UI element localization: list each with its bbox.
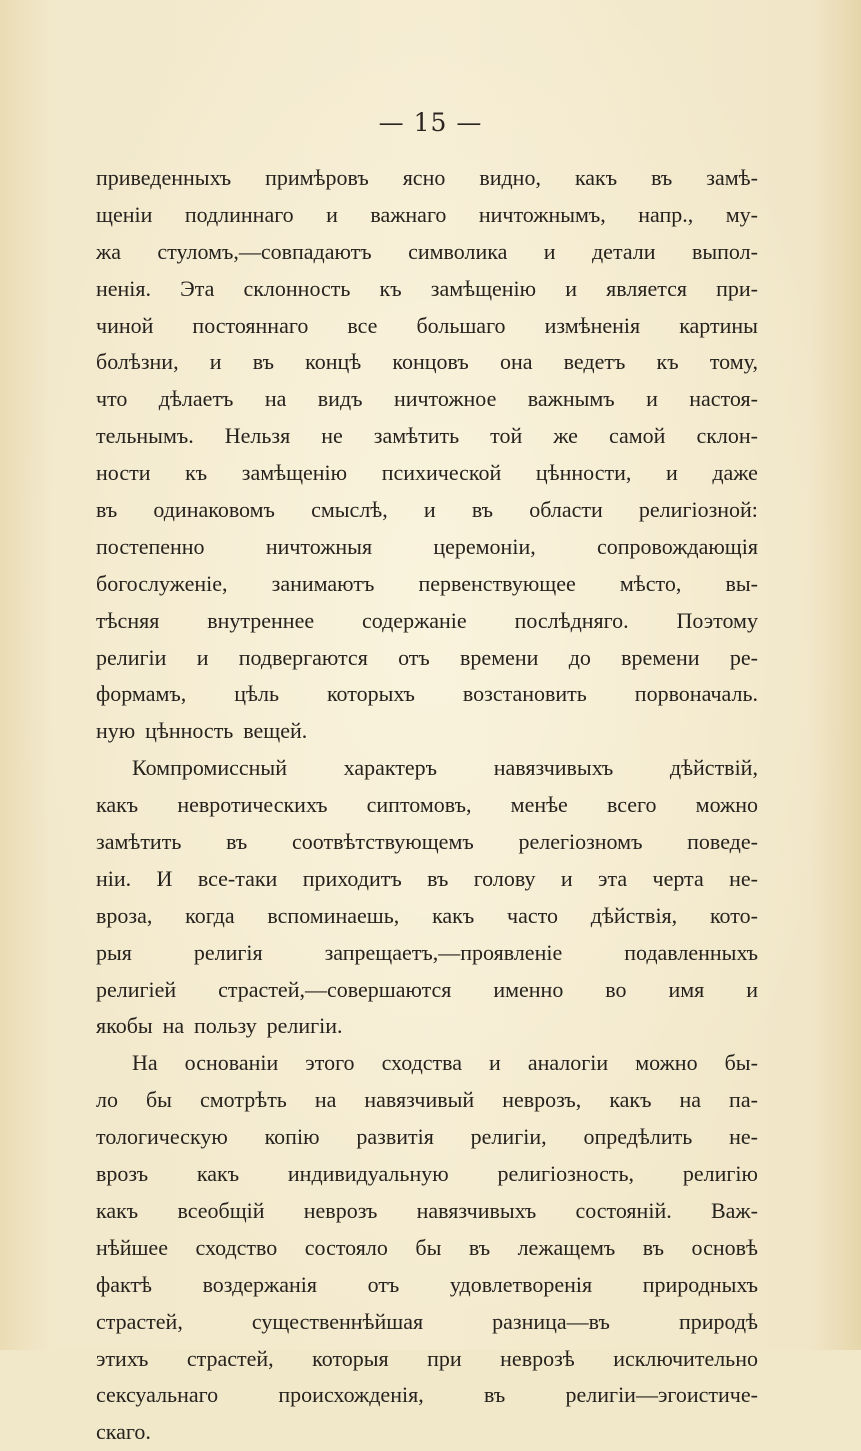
word: голову [473,865,536,891]
body-text [96,160,758,1451]
word: къ [656,349,679,375]
text-line [96,713,758,750]
text-line [96,381,758,418]
word: которыхъ [326,681,415,707]
word: склон- [696,423,758,449]
word: ности [96,460,151,486]
word: ничтожнымъ, [478,201,606,227]
word: воздержанiя [202,1271,318,1297]
word: которыя [312,1345,389,1371]
word: фактѣ [96,1271,152,1297]
word: и [665,460,678,486]
text-line [96,160,758,197]
word: навязчивыхъ [493,755,614,781]
word: въ [484,1382,506,1408]
word: удовлетворенiя [449,1271,593,1297]
text-line [96,898,758,935]
word: навязчивыхъ [416,1197,537,1223]
text-line [96,824,758,861]
word: на [679,1087,702,1113]
word: напр., [638,201,694,227]
word: подлиннаго [184,201,294,227]
text-line [96,344,758,381]
word: И [156,865,173,891]
text-line [96,1045,758,1082]
text-line [96,529,758,566]
word: въ [96,497,118,523]
word: индивидуальную [287,1161,449,1187]
word: цѣнности, [535,460,632,486]
word: Поэтому [676,607,758,633]
word: важнымъ [527,386,615,412]
word: рыя [96,939,132,965]
word: му- [725,201,758,227]
word: видно, [479,165,541,190]
word: послѣдняго. [514,607,629,633]
word: можно [695,792,758,818]
word: въ [468,1234,491,1260]
word: времени [621,644,700,670]
word: религiи [96,644,167,670]
word: страстей, [186,1345,274,1371]
word: имя [668,976,705,1002]
text-line [96,750,758,787]
word: страстей,—совершаются [218,976,452,1002]
word: эта [598,865,628,891]
word: религiи. [266,1013,343,1039]
word: ненiя. [96,275,152,301]
word: не [321,423,343,449]
word: въ [252,349,274,375]
word: и [560,865,573,891]
word: релегiозномъ [518,829,643,855]
page-number: — 15 — [378,108,483,137]
text-line [96,1377,758,1414]
word: поведе- [687,829,758,855]
word: нѣйшее [96,1234,168,1260]
word: жа [96,238,121,264]
word: какъ [609,1087,652,1113]
word: часто [507,902,558,928]
word: выпол- [691,238,758,264]
word: религiозной: [638,497,758,523]
word: символика [408,238,508,264]
word: при- [716,275,758,301]
word: на [162,1013,185,1039]
word: и [423,497,436,523]
word: Важ- [710,1197,758,1223]
word: порвоначаль. [634,681,758,707]
text-line [96,418,758,455]
word: даже [712,460,758,486]
word: отъ [367,1271,400,1297]
word: ничтожныя [265,533,373,559]
text-line [96,234,758,271]
word: ничтожное [393,386,497,412]
word: дѣйствiй, [669,755,758,781]
word: и [565,275,578,301]
word: цѣль [234,681,279,707]
word: важнаго [370,201,447,227]
word: приведенныхъ [96,165,232,190]
word: существеннѣйшая [251,1308,424,1334]
word: всеобщiй [177,1197,265,1223]
word: всего [606,792,657,818]
word: бы [415,1234,442,1260]
word: и [746,976,758,1002]
word: этого [305,1050,355,1076]
word: стуломъ,—совпадаютъ [157,238,372,264]
word: ло [96,1087,118,1113]
word: страстей, [96,1308,183,1334]
word: вспоминаешь, [267,902,400,928]
word: аналогiи [527,1050,609,1076]
word: все [347,312,378,338]
text-line [96,197,758,234]
word: неврозѣ [500,1345,575,1371]
text-line [96,1156,758,1193]
word: Нельзя [224,423,291,449]
word: постепенно [96,533,205,559]
text-line [96,492,758,529]
word: ную [96,718,136,744]
word: во [605,976,627,1002]
text-line [96,271,758,308]
word: врозъ [96,1161,149,1187]
word: въ [427,865,449,891]
word: замѣтить [373,423,460,449]
word: тому, [709,349,758,375]
word: тельнымъ. [96,423,194,449]
word: неврозъ, [502,1087,582,1113]
word: Эта [180,275,215,301]
word: до [568,644,591,670]
word: измѣненiя [544,312,641,338]
word: на [264,386,287,412]
word: менѣе [510,792,568,818]
text-line [96,1193,758,1230]
word: вещей. [243,718,308,744]
text-line [96,972,758,1009]
word: сиптомовъ, [366,792,472,818]
word: цѣнность [145,718,234,744]
word: именно [493,976,564,1002]
word: она [499,349,533,375]
word: постояннаго [192,312,309,338]
word: бы [145,1087,172,1113]
word: природныхъ [642,1271,758,1297]
word: области [529,497,603,523]
word: формамъ, [96,681,187,707]
word: болѣзни, [96,349,179,375]
word: видъ [317,386,363,412]
text-line [96,603,758,640]
word: невротическихъ [177,792,328,818]
word: ре- [729,644,758,670]
text-line [96,640,758,677]
word: той [490,423,523,449]
word: сходство [195,1234,278,1260]
word: развитiя [356,1124,434,1150]
text-line [96,1414,758,1451]
word: замѣ- [706,165,758,190]
word: на [314,1087,337,1113]
word: состоянiй. [575,1197,672,1223]
word: дѣйствiя, [590,902,678,928]
word: религiи—эгоистиче- [565,1382,758,1408]
word: первенствующее [418,570,576,596]
word: подавленныхъ [624,939,758,965]
word: къ [185,460,208,486]
word: пользу [194,1013,257,1039]
text-line [96,1267,758,1304]
word: отъ [398,644,430,670]
word: мѣсто, [619,570,682,596]
word: является [606,275,687,301]
text-line [96,1341,758,1378]
word: и [196,644,209,670]
word: неврозъ [303,1197,378,1223]
word: какъ [96,792,139,818]
word: къ [379,275,402,301]
text-line [96,676,758,713]
word: концѣ [305,349,362,375]
word: религiя [193,939,263,965]
word: подвергаются [238,644,368,670]
word: лежащемъ [517,1234,616,1260]
word: все-таки [197,865,278,891]
word: что [96,386,128,412]
word: не- [729,1124,758,1150]
word: въ [226,829,248,855]
word: сексуальнаго [96,1382,219,1408]
word: происхожденiя, [278,1382,424,1408]
word: смотрѣть [199,1087,287,1113]
text-line [96,308,758,345]
word: чиной [96,312,154,338]
word: детали [591,238,656,264]
text-line [96,1008,758,1045]
word: сходства [381,1050,462,1076]
word: времени [460,644,539,670]
text-line [96,1230,758,1267]
word: какъ [574,165,618,190]
word: дѣлаетъ [158,386,234,412]
word: вроза, [96,902,153,928]
word: На [132,1050,158,1076]
word: разница—въ [492,1308,610,1334]
word: и [646,386,658,412]
word: склонность [243,275,351,301]
word: возстановить [462,681,587,707]
word: занимаютъ [271,570,375,596]
word: религiей [96,976,177,1002]
word: картины [679,312,758,338]
word: и [326,201,338,227]
word: этихъ [96,1345,149,1371]
word: смыслѣ, [311,497,388,523]
word: въ [471,497,494,523]
word: въ [651,165,673,190]
word: и [543,238,556,264]
word: щенiи [96,201,153,227]
word: одинаковомъ [153,497,275,523]
word: вы- [725,570,758,596]
word: содержанiе [361,607,467,633]
text-line [96,1082,758,1119]
word: какъ [96,1197,139,1223]
text-line [96,566,758,603]
text-line [96,861,758,898]
word: навязчивый [364,1087,475,1113]
word: запрещаетъ,—проявленiе [324,939,563,965]
word: и [209,349,222,375]
word: основѣ [691,1234,758,1260]
word: соотвѣтствующемъ [291,829,474,855]
word: же [553,423,578,449]
text-line [96,1119,758,1156]
word: замѣщенiю [241,460,348,486]
word: нiи. [96,865,132,891]
word: характеръ [343,755,438,781]
word: какъ [196,1161,240,1187]
word: черта [652,865,704,891]
text-line [96,1304,758,1341]
word: Компромиссный [132,755,287,781]
word: какъ [432,902,475,928]
word: копiю [264,1124,320,1150]
word: концовъ [392,349,469,375]
text-line [96,455,758,492]
word: па- [729,1087,758,1113]
word: религiю [682,1161,758,1187]
text-line [96,935,758,972]
word: замѣтить [96,829,182,855]
word: сопровождающiя [596,533,758,559]
word: замѣщенiю [430,275,537,301]
word: самой [608,423,666,449]
word: кото- [709,902,758,928]
word: состояло [304,1234,388,1260]
word: не- [729,865,758,891]
word: и [489,1050,501,1076]
text-line [96,787,758,824]
word: скаго. [96,1419,151,1445]
word: ведетъ [563,349,626,375]
word: ясно [402,165,446,190]
word: настоя- [689,386,758,412]
word: богослуженiе, [96,570,228,596]
word: въ [642,1234,665,1260]
word: бы- [724,1050,758,1076]
word: при [427,1345,462,1371]
word: приходитъ [302,865,402,891]
word: тѣсняя [96,607,160,633]
word: можно [635,1050,698,1076]
word: природѣ [678,1308,758,1334]
word: примѣровъ [265,165,369,190]
word: опредѣлить [583,1124,693,1150]
word: исключительно [613,1345,758,1371]
word: религiи, [470,1124,547,1150]
word: якобы [96,1013,153,1039]
word: большаго [416,312,506,338]
word: религiозность, [497,1161,635,1187]
word: тологическую [96,1124,228,1150]
word: когда [185,902,235,928]
word: психической [381,460,502,486]
word: церемонiи, [433,533,536,559]
word: основанiи [184,1050,279,1076]
word: внутреннее [207,607,315,633]
